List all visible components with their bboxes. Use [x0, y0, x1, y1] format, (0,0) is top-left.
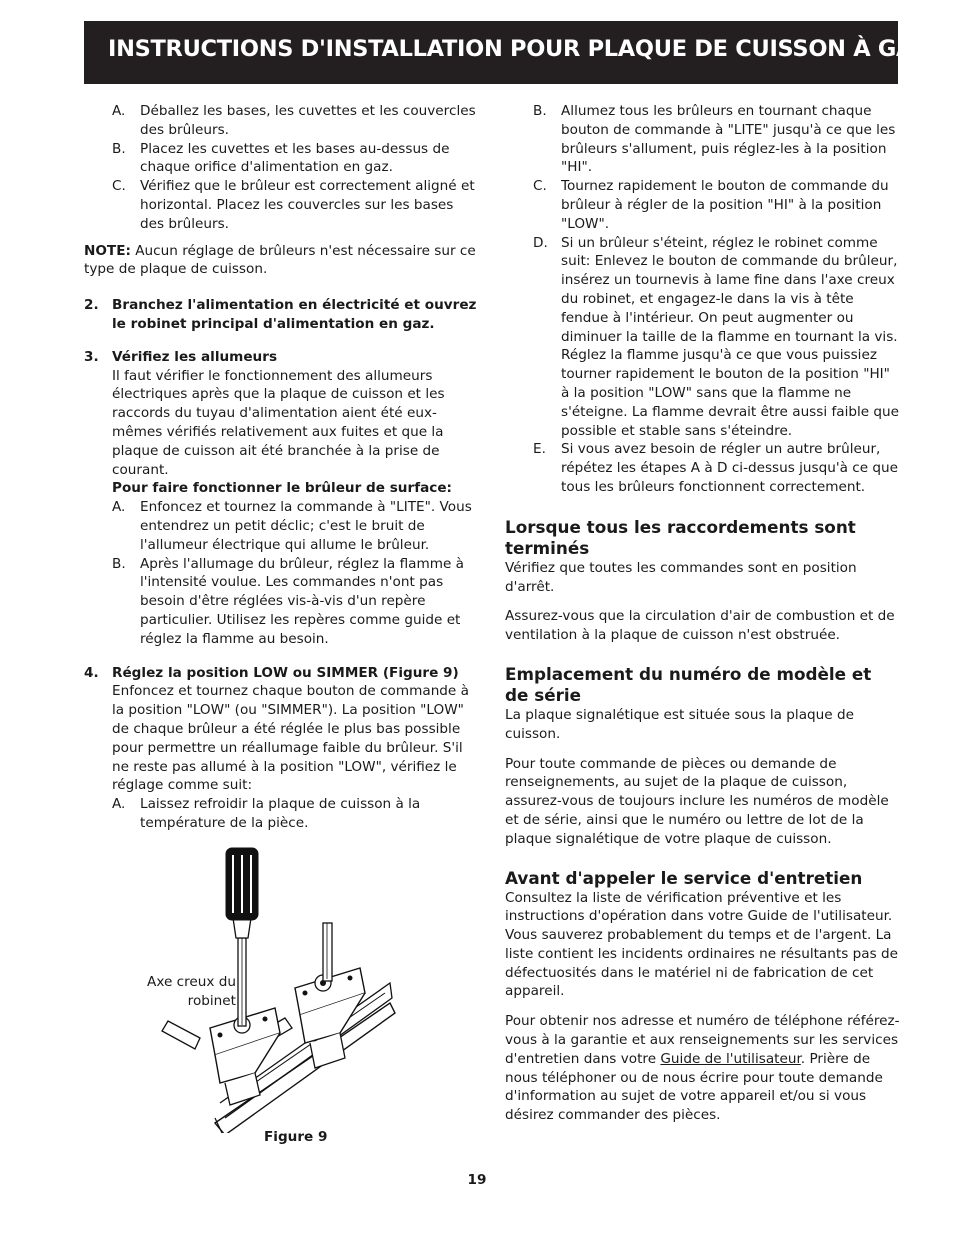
- page-header: [84, 21, 930, 84]
- list-marker: B.: [533, 103, 547, 119]
- list-marker: A.: [112, 103, 126, 119]
- section-heading: Lorsque tous les raccordements sont terminés: [505, 516, 856, 558]
- list-text: Déballez les bases, les cuvettes et les couvercles des brûleurs.: [140, 103, 476, 138]
- list-item: [84, 555, 479, 649]
- step-text: Branchez l'alimentation en électricité et ouvrez le robinet principal d'alimentation en gaz.: [112, 297, 477, 332]
- step-number: 2.: [84, 297, 99, 314]
- figure-label: Axe creux du robinet: [147, 974, 236, 1009]
- step-text: Enfoncez et tournez chaque bouton de commande à la position "LOW" (ou "SIMMER"). La position "LOW" de chaque brûleur a été réglée le plus bas possible pour permettre un réallumage faible du brûleur. S'il ne reste pas allumé à la position "LOW", vérifiez le réglage comme suit:: [112, 683, 469, 794]
- list-item: [505, 440, 900, 496]
- list-marker: B.: [112, 555, 126, 572]
- right-column: [505, 102, 900, 1125]
- step-4: [84, 664, 479, 796]
- list-text: Laissez refroidir la plaque de cuisson à la température de la pièce.: [140, 796, 421, 831]
- section-paragraph: Vérifiez que toutes les commandes sont en position d'arrêt.: [505, 559, 857, 595]
- list-marker: C.: [533, 178, 547, 195]
- list-item: [84, 795, 479, 833]
- left-column: [84, 102, 479, 833]
- list-text: Si un brûleur s'éteint, réglez le robinet comme suit: Enlevez le bouton de commande du brûleur, insérez un tournevis à lame fine dans l'axe creux du robinet, et engagez-le dans la vis à tête fendue à l'intérieur. On peut augmenter ou diminuer la taille de la flamme en tournant la vis. Réglez la flamme jusqu'à ce que vous puissiez tourner rapidement le bouton de la position "HI" à la position "LOW" sans que la flamme ne s'éteigne. La flamme devrait être aussi faible que possible et stable sans s'éteindre.: [561, 234, 900, 439]
- figure-caption: Figure 9: [264, 1129, 328, 1145]
- page-number: 19: [467, 1172, 487, 1188]
- list-marker: B.: [112, 140, 126, 157]
- section-emplacement: [505, 664, 900, 849]
- list-marker: A.: [112, 796, 126, 813]
- list-item: [505, 102, 900, 177]
- list-item: [505, 234, 900, 441]
- list-item: [84, 102, 479, 140]
- section-service: [505, 868, 900, 1126]
- list-text: Si vous avez besoin de régler un autre brûleur, répétez les étapes A à D ci-dessus jusqu'à ce que tous les brûleurs fonctionnent correctement.: [561, 441, 899, 495]
- list-item: [505, 177, 900, 233]
- list-marker: A.: [112, 499, 126, 516]
- section-heading: Emplacement du numéro de modèle et de série: [505, 663, 872, 705]
- step-number: 3.: [84, 348, 99, 365]
- note-label: NOTE:: [84, 242, 131, 259]
- section-paragraph: La plaque signalétique est située sous la plaque de cuisson.: [505, 706, 854, 742]
- list-marker: D.: [533, 234, 548, 251]
- step-3: [84, 348, 479, 498]
- section-paragraph: Assurez-vous que la circulation d'air de combustion et de ventilation à la plaque de cuisson n'est obstruée.: [505, 608, 895, 644]
- list-item: [84, 177, 479, 233]
- list-text: Après l'allumage du brûleur, réglez la flamme à l'intensité voulue. Les commandes n'ont pas besoin d'être réglées vis-à-vis d'un repère particulier. Utilisez les repères comme guide et réglez la flamme au besoin.: [140, 555, 464, 647]
- page-title: INSTRUCTIONS D'INSTALLATION POUR PLAQUE DE CUISSON À GAZ: [108, 36, 930, 62]
- list-text: Allumez tous les brûleurs en tournant chaque bouton de commande à "LITE" jusqu'à ce que les brûleurs s'allument, puis réglez-les à la position "HI".: [561, 103, 896, 176]
- step-number: 4.: [84, 664, 99, 681]
- list-text: Tournez rapidement le bouton de commande du brûleur à régler de la position "HI" à la position "LOW".: [561, 178, 889, 232]
- step-title: Vérifiez les allumeurs: [112, 348, 278, 365]
- section-paragraph: Pour toute commande de pièces ou demande de renseignements, au sujet de la plaque de cuisson, assurez-vous de toujours inclure les numéros de modèle et de série, ainsi que le numéro ou lettre de lot de la plaque signalétique de votre plaque de cuisson.: [505, 755, 889, 847]
- list-item: [84, 140, 479, 178]
- note: [84, 242, 479, 280]
- list-text: Vérifiez que le brûleur est correctement aligné et horizontal. Placez les couvercles sur les bases des brûleurs.: [140, 178, 475, 232]
- section-paragraph: [505, 1012, 900, 1125]
- section-paragraph: Consultez la liste de vérification préventive et les instructions d'opération dans votre Guide de l'utilisateur. Vous sauverez probablement du temps et de l'argent. La liste contient les incidents ordinaires ne résultants pas de défectuosités dans le matériel ni de fabrication de cet appareil.: [505, 889, 898, 1000]
- paragraph-text: . Prière de nous téléphoner ou de nous écrire pour toute demande d'information au sujet de votre appareil et/ou si vous désirez commander des pièces.: [505, 1050, 883, 1124]
- section-raccordements: [505, 517, 900, 645]
- list-text: Enfoncez et tournez la commande à "LITE". Vous entendrez un petit déclic; c'est le bruit de l'allumeur électrique qui allume le brûleur.: [140, 499, 472, 553]
- note-text: Aucun réglage de brûleurs n'est nécessaire sur ce type de plaque de cuisson.: [84, 242, 476, 278]
- step-subhead: Pour faire fonctionner le brûleur de surface:: [112, 480, 452, 497]
- screwdriver-valve-illustration: [140, 843, 400, 1133]
- step-title: Réglez la position LOW ou SIMMER (Figure 9): [112, 664, 459, 681]
- step-text: Il faut vérifier le fonctionnement des allumeurs électriques après que la plaque de cuisson et les raccords du tuyau d'alimentation aient été eux-mêmes vérifiés relativement aux fuites et que la plaque de cuisson ait été branchée à la prise de courant.: [112, 367, 445, 478]
- list-marker: C.: [112, 178, 126, 195]
- step-2: [84, 296, 479, 334]
- user-guide-reference: Guide de l'utilisateur: [660, 1050, 801, 1067]
- paragraph-text: Pour obtenir nos adresse et numéro de téléphone référez-vous à la garantie et aux renseignements sur les services d'entretien dans votre: [505, 1013, 900, 1067]
- list-marker: E.: [533, 441, 546, 458]
- list-item: [84, 498, 479, 554]
- section-heading: Avant d'appeler le service d'entretien: [505, 867, 863, 888]
- list-text: Placez les cuvettes et les bases au-dessus de chaque orifice d'alimentation en gaz.: [140, 140, 450, 176]
